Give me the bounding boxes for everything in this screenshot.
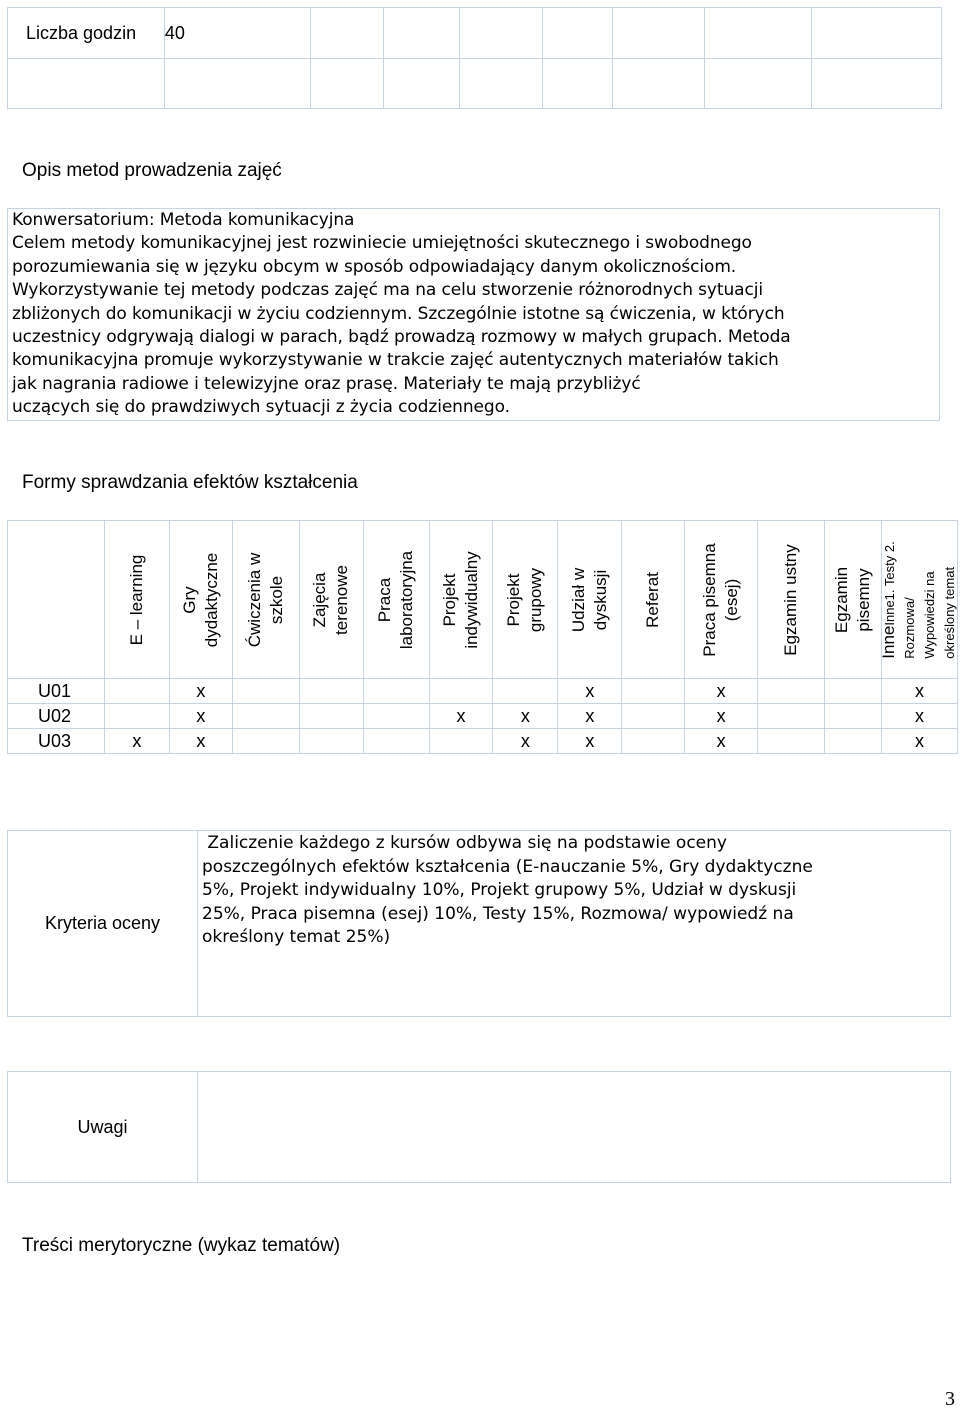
cell: x: [881, 729, 957, 754]
contents-heading: Treści merytoryczne (wykaz tematów): [22, 1235, 341, 1256]
cell: x: [493, 704, 558, 729]
cell: [104, 704, 169, 729]
cell: x: [169, 704, 232, 729]
cell: x: [685, 729, 758, 754]
cell: x: [104, 729, 169, 754]
cell: [299, 679, 363, 704]
cell: [299, 704, 363, 729]
column-header: Egzamin ustny: [758, 521, 825, 679]
cell: [363, 729, 429, 754]
criteria-label: Kryteria oceny: [8, 831, 198, 1017]
methods-line: jak nagrania radiowe i telewizyjne oraz prasę. Materiały te mają przybliżyć: [12, 373, 641, 394]
cell: x: [169, 679, 232, 704]
methods-line: uczących się do prawdziwych sytuacji z życia codziennego.: [12, 397, 510, 418]
assessment-forms-table: [7, 520, 958, 754]
cell: x: [558, 729, 622, 754]
forms-heading: Formy sprawdzania efektów kształcenia: [22, 472, 358, 493]
cell: [363, 704, 429, 729]
cell: [622, 729, 685, 754]
column-header: Egzamin pisemny: [825, 521, 882, 679]
column-header: Projekt grupowy: [493, 521, 558, 679]
criteria-table: [7, 830, 951, 1017]
table-row: [8, 679, 958, 704]
cell: [825, 679, 882, 704]
cell: x: [881, 679, 957, 704]
cell: [825, 729, 882, 754]
table-row: [8, 729, 958, 754]
cell: x: [558, 679, 622, 704]
cell: [758, 679, 825, 704]
cell: [758, 704, 825, 729]
hours-value: 40: [164, 8, 310, 59]
page-number: 3: [945, 1388, 955, 1410]
remarks-label: Uwagi: [8, 1072, 198, 1183]
column-header: Referat: [622, 521, 685, 679]
cell: x: [685, 704, 758, 729]
hours-table: [7, 7, 942, 109]
methods-line: porozumiewania się w języku obcym w sposób odpowiadający danym okolicznościom.: [12, 256, 737, 277]
cell: [825, 704, 882, 729]
remarks-content: [198, 1072, 951, 1183]
cell: x: [685, 679, 758, 704]
column-header: E – learning: [104, 521, 169, 679]
criteria-line: 25%, Praca pisemna (esej) 10%, Testy 15%, Rozmowa/ wypowiedź na: [202, 903, 794, 924]
cell: x: [429, 704, 493, 729]
methods-line: uczestnicy odgrywają dialogi w parach, bądź prowadzą rozmowy w małych grupach. Metoda: [12, 327, 791, 348]
criteria-line: poszczególnych efektów kształcenia (E-nauczanie 5%, Gry dydaktyczne: [202, 856, 813, 877]
remarks-table: [7, 1071, 951, 1183]
cell: [232, 679, 299, 704]
methods-line: Celem metody komunikacyjnej jest rozwiniecie umiejętności skutecznego i swobodnego: [12, 233, 752, 254]
criteria-line: Zaliczenie każdego z kursów odbywa się na podstawie oceny: [202, 833, 727, 853]
methods-line: Wykorzystywanie tej metody podczas zajęć ma na celu stworzenie różnorodnych sytuacji: [12, 280, 763, 301]
table-header-row: [8, 521, 958, 679]
cell: [622, 704, 685, 729]
row-label: U02: [8, 704, 105, 729]
criteria-line: określony temat 25%): [202, 927, 391, 948]
cell: x: [169, 729, 232, 754]
cell: [429, 729, 493, 754]
column-header-other: InneInne1. Testy 2. Rozmowa/ Wypowiedzi na określony temat: [881, 521, 957, 679]
methods-heading: Opis metod prowadzenia zajęć: [22, 160, 282, 181]
methods-line: komunikacyjna promuje wykorzystywanie w trakcie zajęć autentycznych materiałów takich: [12, 350, 779, 371]
column-header: Ćwiczenia w szkole: [232, 521, 299, 679]
column-header: Praca pisemna (esej): [685, 521, 758, 679]
cell: [363, 679, 429, 704]
cell: [232, 704, 299, 729]
column-header: Projekt indywidualny: [429, 521, 493, 679]
hours-label: Liczba godzin: [8, 8, 165, 59]
cell: [493, 679, 558, 704]
cell: [104, 679, 169, 704]
cell: x: [558, 704, 622, 729]
table-row: [8, 704, 958, 729]
row-label: U03: [8, 729, 105, 754]
cell: [232, 729, 299, 754]
methods-description-box: [7, 208, 940, 421]
cell: x: [881, 704, 957, 729]
column-header: Udział w dyskusji: [558, 521, 622, 679]
cell: [758, 729, 825, 754]
criteria-text: [198, 831, 951, 1017]
methods-line: zbliżonych do komunikacji w życiu codziennym. Szczególnie istotne są ćwiczenia, w których: [12, 303, 785, 324]
criteria-line: 5%, Projekt indywidualny 10%, Projekt grupowy 5%, Udział w dyskusji: [202, 880, 797, 901]
methods-line: Konwersatorium: Metoda komunikacyjna: [12, 210, 355, 230]
column-header: Gry dydaktyczne: [169, 521, 232, 679]
cell: x: [493, 729, 558, 754]
cell: [429, 679, 493, 704]
row-label: U01: [8, 679, 105, 704]
cell: [299, 729, 363, 754]
column-header: Praca laboratoryjna: [363, 521, 429, 679]
cell: [622, 679, 685, 704]
column-header: Zajęcia terenowe: [299, 521, 363, 679]
